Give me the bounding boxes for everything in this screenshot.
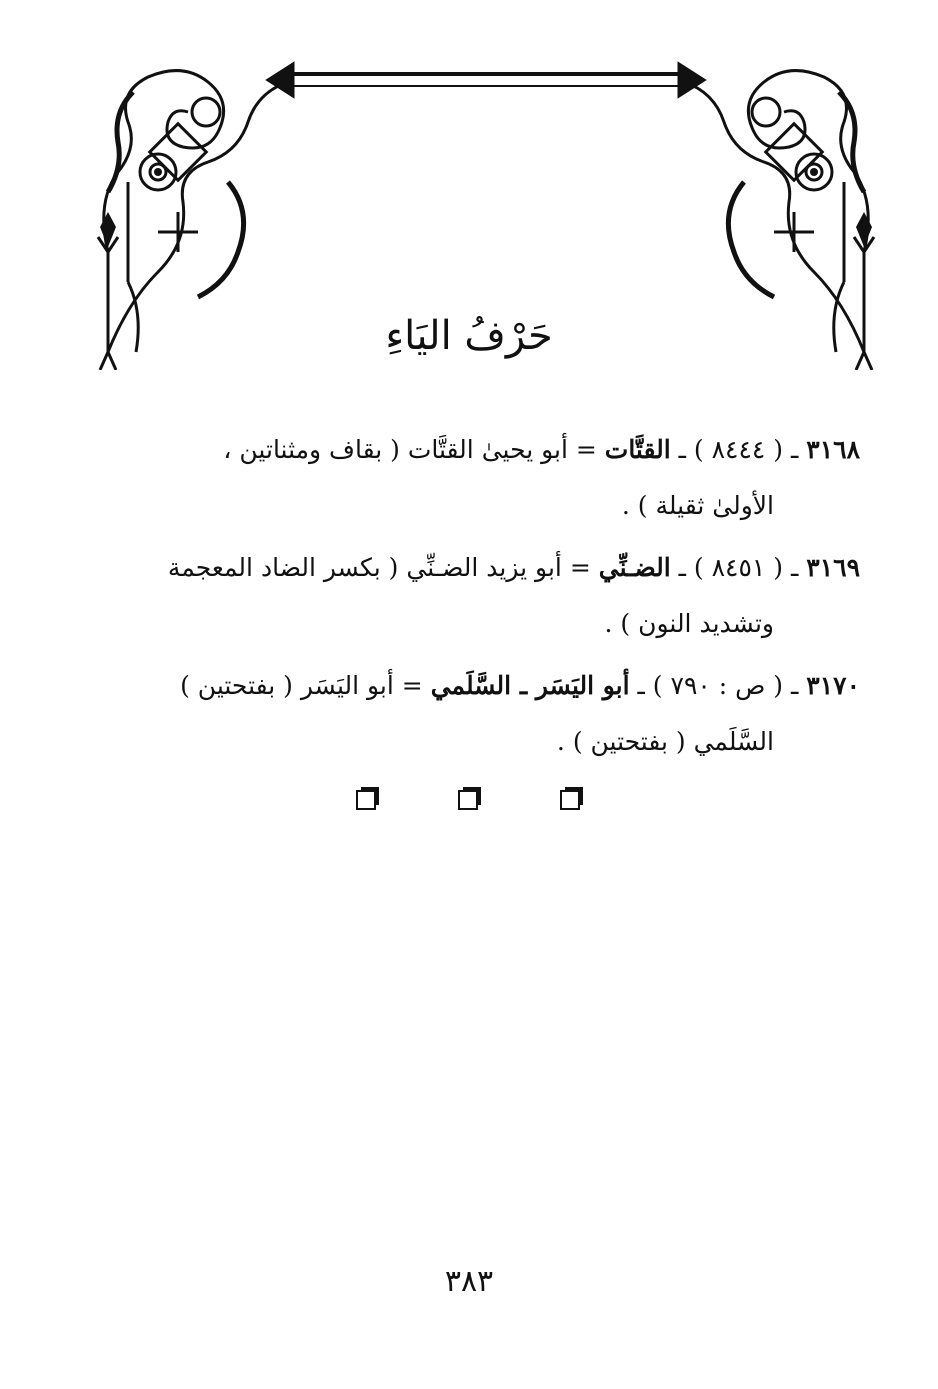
entry-number: ٣١٦٩ xyxy=(806,553,860,582)
entry-continuation: الأولىٰ ثقيلة ) . xyxy=(621,491,774,520)
chapter-title: حَرْفُ اليَاءِ xyxy=(385,313,553,359)
entry-list xyxy=(108,422,860,776)
entry-term: أبو اليَسَر ـ السَّلَمي xyxy=(430,671,630,700)
page-number: ٣٨٣ xyxy=(444,1264,494,1299)
entry-reference: ـ ( ص : ٧٩٠ ) ـ xyxy=(637,671,799,700)
section-end-marks xyxy=(0,785,938,813)
entry-continuation: السَّلَمي ( بفتحتين ) . xyxy=(556,727,774,756)
entry-number: ٣١٦٨ xyxy=(806,435,860,464)
square-bullet-icon xyxy=(355,785,379,813)
entry-3170 xyxy=(108,658,860,770)
entry-text: = أبو يحيىٰ القتَّات ( بقاف ومثناتين ، xyxy=(223,435,597,464)
entry-term: القتَّات xyxy=(604,435,671,464)
entry-3169 xyxy=(108,540,860,652)
entry-text: = أبو اليَسَر ( بفتحتين ) xyxy=(180,671,423,700)
square-bullet-icon xyxy=(457,785,481,813)
entry-term: الضـنِّي xyxy=(598,553,671,582)
square-bullet-icon xyxy=(559,785,583,813)
entry-number: ٣١٧٠ xyxy=(806,671,860,700)
entry-continuation: وتشديد النون ) . xyxy=(604,609,774,638)
entry-reference: ـ ( ٨٤٥١ ) ـ xyxy=(678,553,799,582)
entry-3168 xyxy=(108,422,860,534)
entry-reference: ـ ( ٨٤٤٤ ) ـ xyxy=(678,435,799,464)
entry-text: = أبو يزيد الضـنِّي ( بكسر الضاد المعجمة xyxy=(167,553,591,582)
